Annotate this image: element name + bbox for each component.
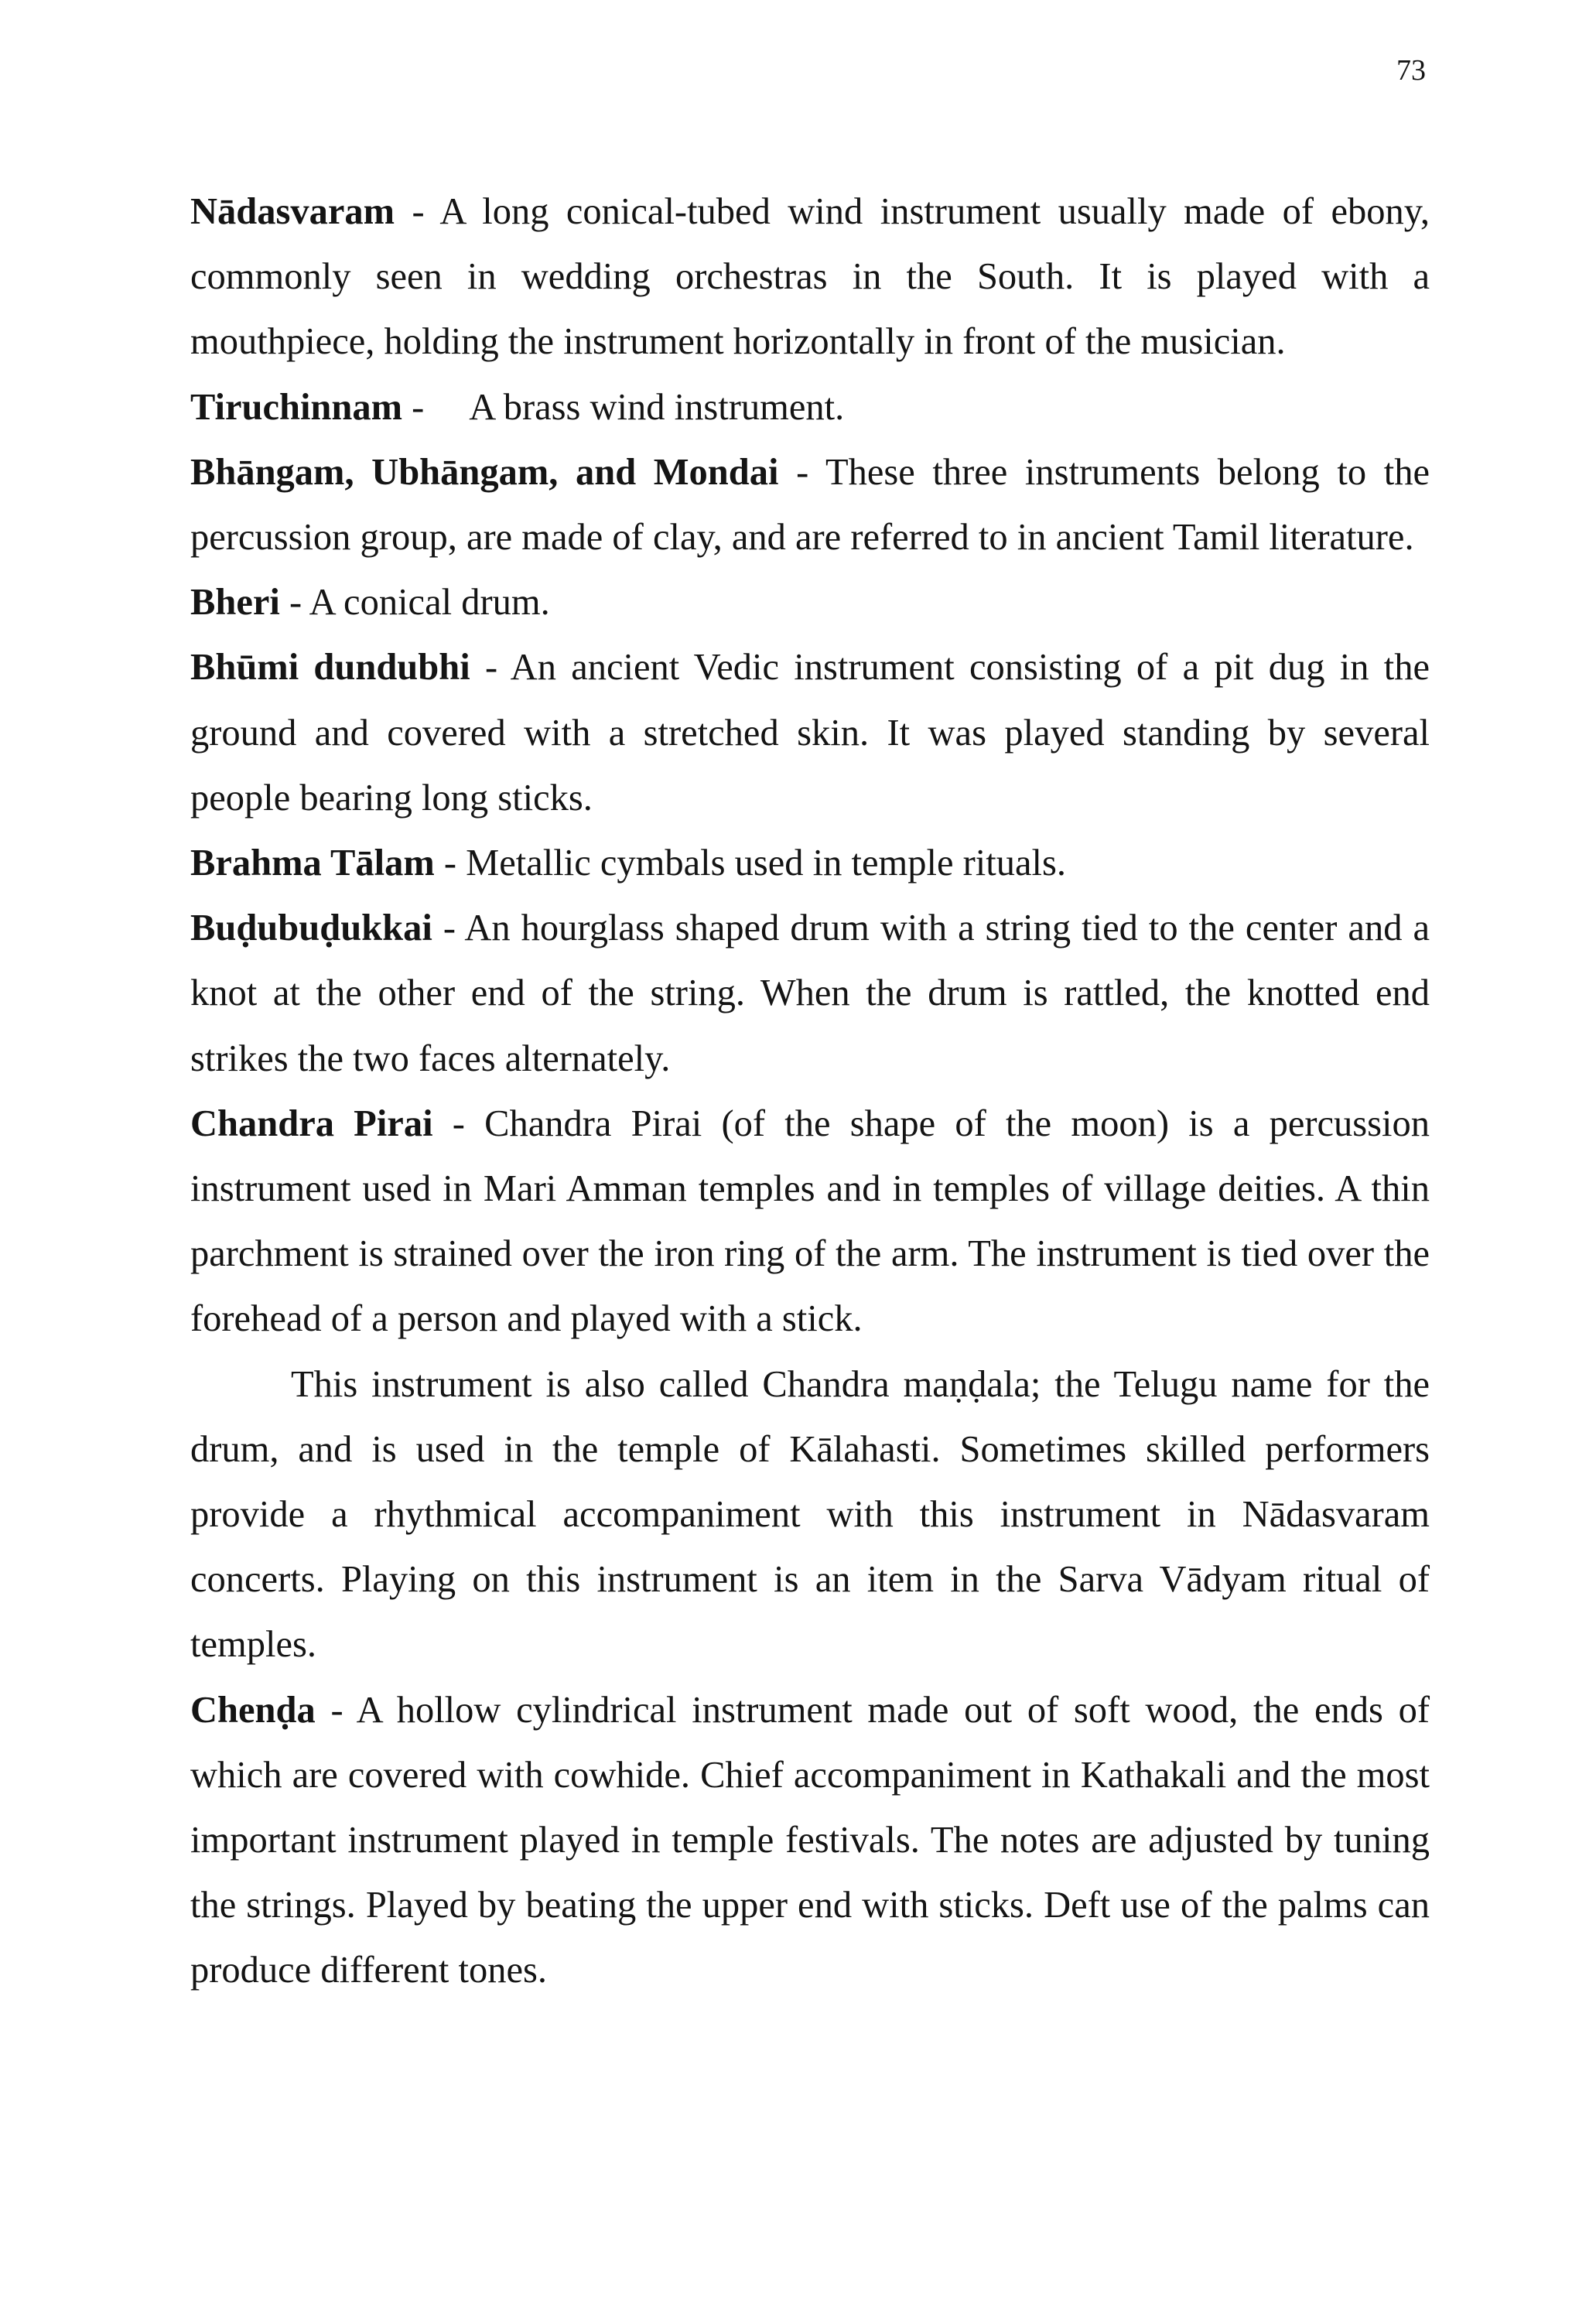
- glossary-definition: - An hourglass shaped drum with a string tied to the center and a knot at the other end of the string. When the drum is rattled, the knotted end strikes the two faces alternately.: [190, 908, 1430, 1079]
- glossary-definition: - These three instruments belong to the percussion group, are made of clay, and are referred to in ancient Tamil literature.: [190, 451, 1430, 559]
- glossary-term: Brahma Tālam: [190, 843, 435, 884]
- glossary-entry-bhumi-dundubhi: [190, 635, 1430, 831]
- glossary-definition: - A conical drum.: [279, 582, 550, 624]
- glossary-entry-budubudukkai: [190, 896, 1430, 1092]
- glossary-term: Chandra Pirai: [190, 1102, 433, 1144]
- glossary-term: Tiruchinnam: [190, 386, 403, 428]
- glossary-term: Bhāngam, Ubhāngam, and Mondai: [190, 451, 779, 493]
- glossary-entry-chandra-pirai: [190, 1092, 1430, 1352]
- glossary-definition: - An ancient Vedic instrument consisting of a pit dug in the ground and covered with a stretched skin. It was played standing by several people bearing long sticks.: [190, 647, 1430, 819]
- glossary-definition: - Metallic cymbals used in temple rituals.: [434, 843, 1066, 884]
- glossary-definition: - A long conical-tubed wind instrument usually made of ebony, commonly seen in wedding orchestras in the South. It is played with a mouthpiece, holding the instrument horizontally in front of the musician.: [190, 191, 1430, 363]
- glossary-definition: This instrument is also called Chandra maṇḍala; the Telugu name for the drum, and is used in the temple of Kālahasti. Sometimes skilled performers provide a rhythmical accompaniment with this instrument in Nādasvaram concerts. Playing on this instrument is an item in the Sarva Vādyam ritual of temples.: [190, 1363, 1430, 1666]
- glossary-entry-chenda: [190, 1678, 1430, 2004]
- glossary-body: [190, 179, 1430, 2004]
- glossary-entry-nadasvaram: [190, 179, 1430, 375]
- glossary-entry-chandra-pirai-continued: [190, 1352, 1430, 1678]
- glossary-definition: - A brass wind instrument.: [402, 386, 845, 428]
- glossary-term: Chenḍa: [190, 1689, 316, 1731]
- glossary-term: Bheri: [190, 582, 280, 624]
- glossary-term: Nādasvaram: [190, 191, 395, 232]
- glossary-entry-bheri: [190, 570, 1430, 635]
- glossary-term: Bhūmi dundubhi: [190, 647, 470, 689]
- glossary-definition: - Chandra Pirai (of the shape of the moon) is a percussion instrument used in Mari Amman temples and in temples of village deities. A thin parchment is strained over the iron ring of the arm. The instrument is tied over the forehead of a person and played with a stick.: [190, 1102, 1430, 1340]
- glossary-entry-tiruchinnam: [190, 375, 1430, 440]
- glossary-entry-bhangam: [190, 440, 1430, 570]
- glossary-term: Buḍubuḍukkai: [190, 908, 432, 949]
- glossary-definition: - A hollow cylindrical instrument made out of soft wood, the ends of which are covered with cowhide. Chief accompaniment in Kathakali and the most important instrument played in temple festivals. The notes are adjusted by tuning the strings. Played by beating the upper end with sticks. Deft use of the palms can produce different tones.: [190, 1689, 1430, 1991]
- glossary-entry-brahma-talam: [190, 831, 1430, 896]
- page-number: 73: [1396, 54, 1426, 87]
